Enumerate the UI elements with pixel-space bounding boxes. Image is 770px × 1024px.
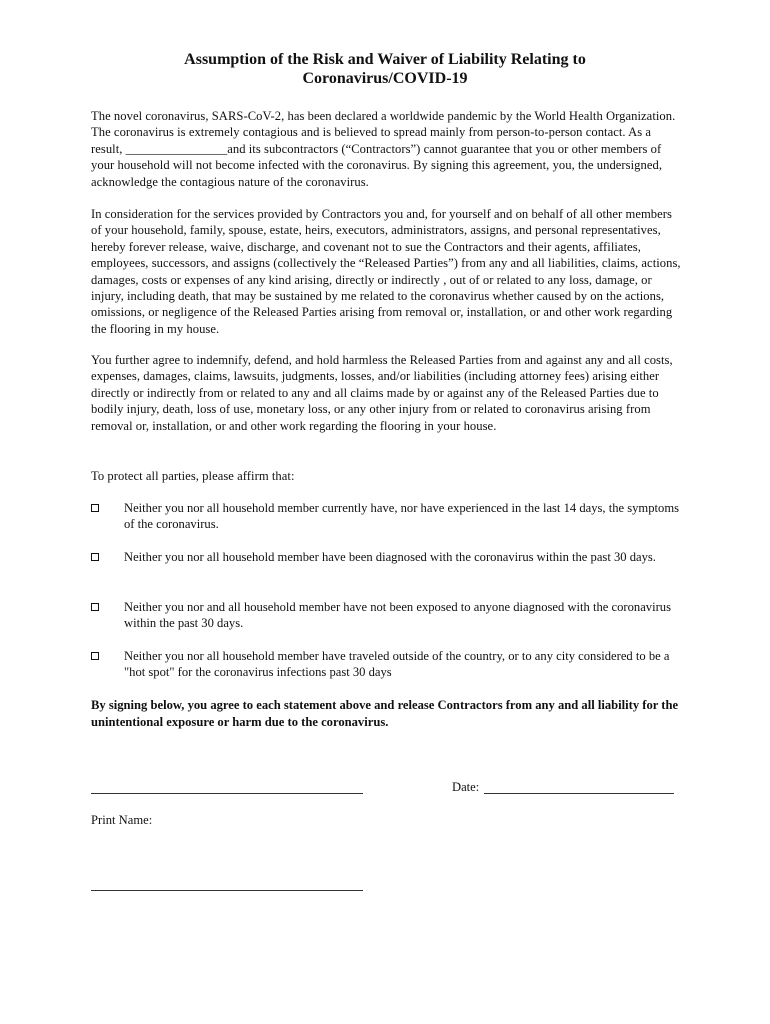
checkbox-exposed[interactable] [91,603,99,611]
checklist-item-text: Neither you nor all household member have been diagnosed with the coronavirus within the past 30 days. [124,550,656,564]
signature-line[interactable] [91,793,363,794]
signing-statement: By signing below, you agree to each statement above and release Contractors from any and all liability for the unintentional exposure or harm due to the coronavirus. [91,698,679,729]
checklist-item-text: Neither you nor all household member have traveled outside of the country, or to any city considered to be a "hot spot" for the coronavirus infections past 30 days [124,649,670,680]
release-paragraph: In consideration for the services provided by Contractors you and, for yourself and on behalf of all other members of your household, family, spouse, estate, heirs, executors, administrators, assigns, and personal representatives, hereby forever release, waive, discharge, and covenant not to sue the Contractors and their agents, affiliates, employees, successors, and assigns (collectively the “Released Parties”) from any and all liabilities, claims, actions, damages, costs or expenses of any kind arising, directly or indirectly , out of or related to any loss, damage, or injury, including death, that may be sustained by me related to the coronavirus whether caused by on the actions, omissions, or negligence of the Released Parties arising from removal or, installation, or and other work regarding the flooring in my house. [91,207,681,336]
date-line[interactable] [484,793,674,794]
indemnify-paragraph: You further agree to indemnify, defend, and hold harmless the Released Parties from and against any and all costs, expenses, damages, claims, lawsuits, judgments, losses, and/or liabilities (including attorney fees) arising either directly or indirectly from or related to any and all claims made by or against any of the Released Parties due to bodily injury, death, loss of use, monetary loss, or any other injury from or related to coronavirus arising from removal or, installation, or and other work regarding the flooring in your house. [91,353,673,433]
affirm-intro: To protect all parties, please affirm that: [91,469,295,483]
checklist-item-text: Neither you nor all household member currently have, nor have experienced in the last 14 days, the symptoms of the coronavirus. [124,501,680,532]
print-name-line[interactable] [91,890,363,891]
date-label: Date: [452,780,480,794]
document-title [0,50,770,88]
intro-paragraph: The novel coronavirus, SARS-CoV-2, has been declared a worldwide pandemic by the World Health Organization. The coronavirus is extremely contagious and is believed to spread mainly from person-to-person contact. As a result, ________________and its subcontractors (“Contractors”) cannot guarantee that you or other members of your household will not become infected with the coronavirus. By signing this agreement, you, the undersigned, acknowledge the contagious nature of the coronavirus. [91,109,676,189]
checklist-item-text: Neither you nor and all household member have not been exposed to anyone diagnosed with the coronavirus within the past 30 days. [124,600,671,631]
checkbox-diagnosed[interactable] [91,553,99,561]
title-line-1: Assumption of the Risk and Waiver of Liability Relating to [184,51,586,68]
checkbox-symptoms[interactable] [91,504,99,512]
print-name-label: Print Name: [91,813,153,827]
title-line-2: Coronavirus/COVID-19 [302,70,468,87]
checkbox-travel[interactable] [91,652,99,660]
